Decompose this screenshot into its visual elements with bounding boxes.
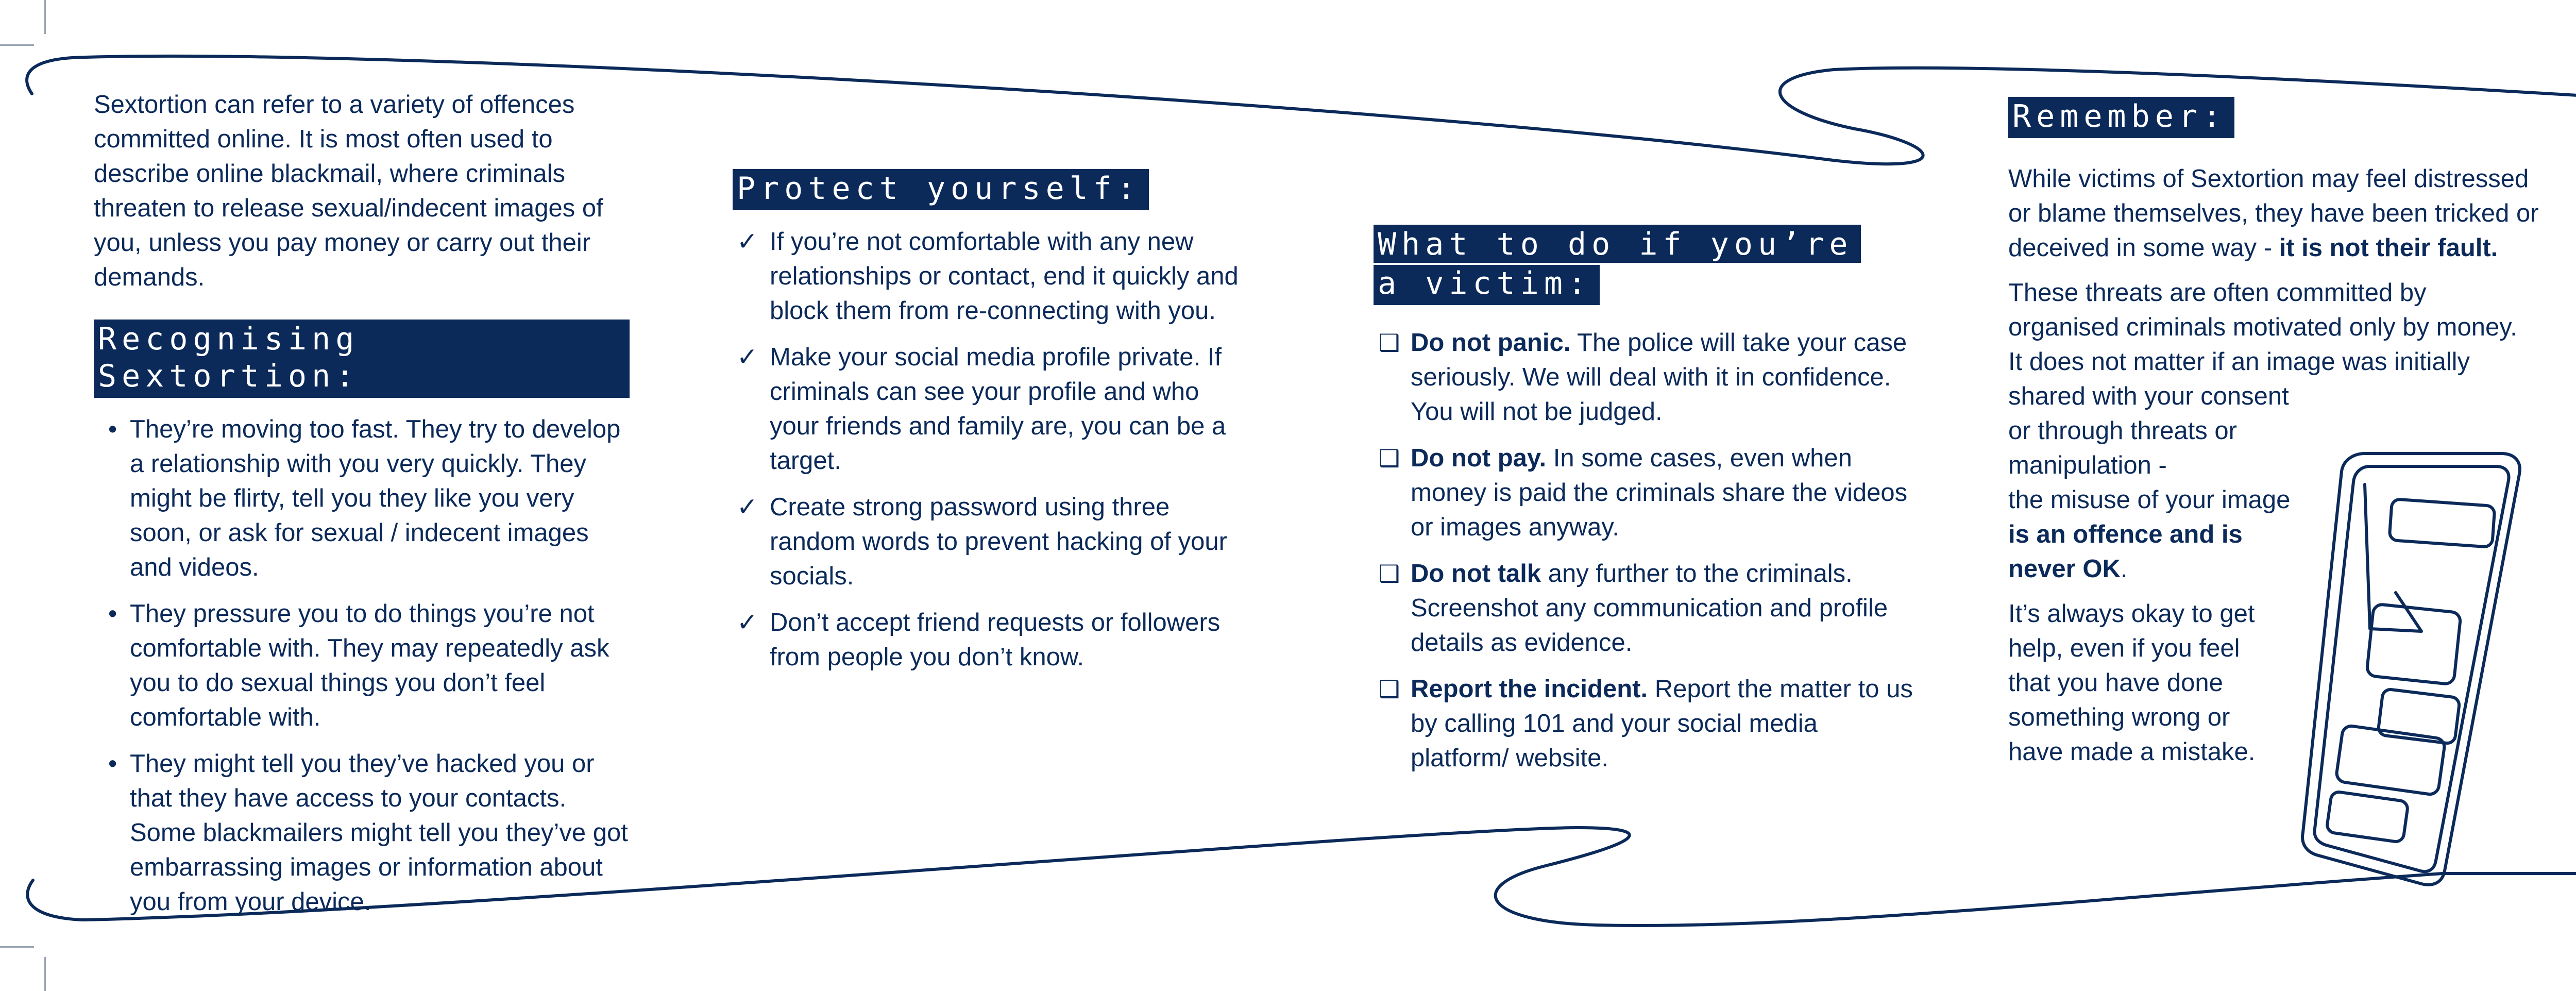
checkmark-icon: ✓ <box>737 609 758 636</box>
list-item: ❑ Report the incident. Report the matter to us by calling 101 and your social media platform/ website. <box>1374 672 1920 776</box>
list-item: ✓ If you’re not comfortable with any new relationships or contact, end it quickly and block them from re-connecting with you. <box>733 225 1248 328</box>
column-victim <box>1374 225 1920 787</box>
list-item: • They’re moving too fast. They try to develop a relationship with you very quickly. They might be flirty, tell you they like you very soon, or ask for sexual / indecent images and videos. <box>94 412 630 585</box>
column-protect <box>733 169 1248 686</box>
column-intro <box>94 88 630 931</box>
checkmark-icon: ✓ <box>737 493 758 521</box>
checkbox-icon: ❑ <box>1379 329 1400 356</box>
remember-paragraph-1: While victims of Sextortion may feel distressed or blame themselves, they have been tricked or deceived in some way - it is not their fault. <box>2008 165 2539 262</box>
recognising-heading: Recognising Sextortion: <box>94 320 630 398</box>
victim-list <box>1374 326 1920 776</box>
list-item: ❑ Do not talk any further to the criminals. Screenshot any communication and profile details as evidence. <box>1374 557 1920 660</box>
remember-paragraph-2: These threats are often committed by organised criminals motivated only by money. It does not matter if an image was initially shared with your consent or through threats or manipulation - the misuse of your image is an offence and is never OK. <box>2008 279 2517 583</box>
crop-mark-bottom-left <box>44 957 46 991</box>
remember-paragraph-3: It’s always okay to get help, even if you feel that you have done something wrong or have made a mistake. <box>2008 600 2256 766</box>
victim-heading-line2: a victim: <box>1374 265 1600 305</box>
victim-heading <box>1374 225 1920 305</box>
checkbox-icon: ❑ <box>1379 445 1400 472</box>
list-item: ✓ Don’t accept friend requests or followers from people you don’t know. <box>733 606 1248 675</box>
bullet-icon: • <box>108 600 117 628</box>
list-item: ❑ Do not panic. The police will take your case seriously. We will deal with it in confidence. You will not be judged. <box>1374 326 1920 429</box>
list-item: ✓ Make your social media profile private. If criminals can see your profile and who your friends and family are, you can be a target. <box>733 340 1248 478</box>
checkmark-icon: ✓ <box>737 228 758 256</box>
bullet-icon: • <box>108 750 117 778</box>
checkmark-icon: ✓ <box>737 343 758 371</box>
column-remember <box>2008 97 2565 769</box>
remember-heading: Remember: <box>2008 97 2234 138</box>
crop-mark-left-top <box>0 44 34 46</box>
list-item: • They pressure you to do things you’re not comfortable with. They may repeatedly ask you to do sexual things you don’t feel comfortable with. <box>94 597 630 735</box>
crop-mark-top-left <box>44 0 46 34</box>
protect-heading: Protect yourself: <box>733 169 1149 210</box>
checkbox-icon: ❑ <box>1379 676 1400 702</box>
recognising-list <box>94 412 630 919</box>
crop-mark-left-bottom <box>0 946 34 948</box>
protect-list <box>733 225 1248 675</box>
checkbox-icon: ❑ <box>1379 560 1400 587</box>
list-item: ✓ Create strong password using three random words to prevent hacking of your socials. <box>733 490 1248 594</box>
list-item: ❑ Do not pay. In some cases, even when money is paid the criminals share the videos or images anyway. <box>1374 441 1920 545</box>
list-item: • They might tell you they’ve hacked you or that they have access to your contacts. Some blackmailers might tell you they’ve got embarrassing images or information about you from your device. <box>94 747 630 919</box>
victim-heading-line1: What to do if you’re <box>1374 225 1861 263</box>
intro-paragraph: Sextortion can refer to a variety of offences committed online. It is most often used to describe online blackmail, where criminals threaten to release sexual/indecent images of you, unless you pay money or carry out their demands. <box>94 91 603 291</box>
bullet-icon: • <box>108 415 117 443</box>
